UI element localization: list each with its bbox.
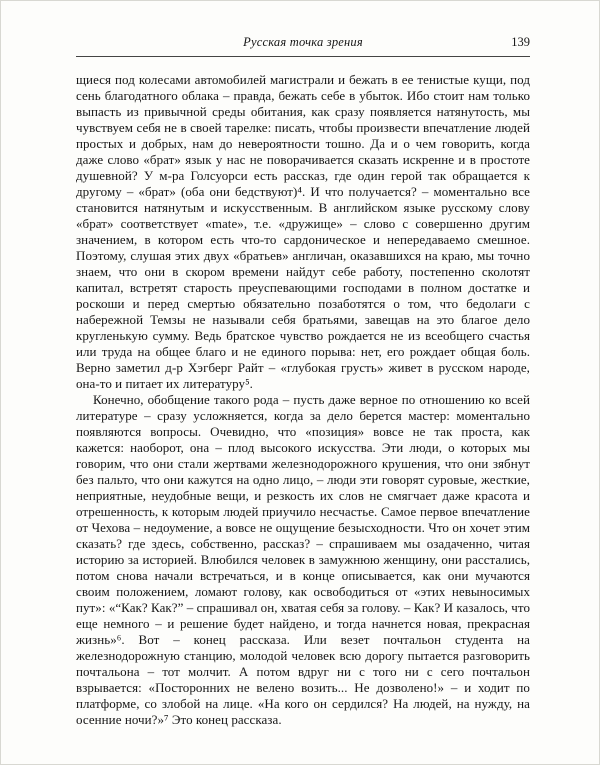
paragraph-2: Конечно, обобщение такого рода – пусть даже верное по отношению ко всей литературе – сразу усложняется, когда за дело берется мастер: моментально появляются вопросы. Очевидно, что «позиция» вовсе не так проста, как кажется: наоборот, она – плод высокого искусства. Эти люди, о которых мы говорим, что они стали жертвами железнодорожного крушения, что они зябнут без пальто, что они кажутся на одно лицо, – люди эти говорят суровые, жесткие, неприятные, неудобные вещи, и резкость их слов не смягчает даже красота и отрешенность, к которым людей приучило несчастье. Самое первое впечатление от Чехова – недоумение, а вовсе не ощущение безысходности. Что он хочет этим сказать? где здесь, собственно, рассказ? – спрашиваем мы озадаченно, читая историю за историей. Влюбился человек в замужнюю женщину, они расстались, потом снова начали встречаться, и в конце описывается, как они мучаются своим положением, ломают голову, как освободиться от «этих невыносимых пут»: «“Как? Как?” – спрашивал он, хватая себя за голову. – Как? И казалось, что еще немного – и решение будет найдено, и тогда начнется новая, прекрасная жизнь»⁶. Вот – конец рассказа. Или везет почтальон студента на железнодорожную станцию, молодой человек всю дорогу пытается разговорить почтальона – тот молчит. А потом вдруг ни с того ни с сего почтальон взрывается: «Посторонних не велено возить... Не дозволено!» – и ходит по платформе, со злобой на лице. «На кого он сердился? На людей, на нужду, на осенние ночи?»⁷ Это конец рассказа. (76, 392, 530, 727)
body-text (76, 72, 530, 728)
running-head-row (76, 34, 530, 51)
page-number: 139 (511, 35, 530, 49)
running-title: Русская точка зрения (243, 35, 363, 49)
header-rule (76, 56, 530, 57)
paragraph-1: щиеся под колесами автомобилей магистрали и бежать в ее тенистые кущи, под сень благодатного облака – правда, бежать себе в убыток. Ибо стоит нам только выпасть из привычной среды обитания, как сразу появляется натянутость, мы чувствуем себя не в своей тарелке: писать, чтобы произвести впечатление людей простых и добрых, нам до невероятности тошно. Да и о чем говорить, когда даже слово «брат» язык у нас не поворачивается сказать искренне и в простоте душевной? У м-ра Голсуорси есть рассказ, где один герой так обращается к другому – «брат» (оба они бедствуют)⁴. И что получается? – моментально все становится натянутым и искусственным. В английском языке русскому слову «брат» соответствует «mate», т.е. «дружище» – слово с совершенно другим значением, в котором есть что-то сардоническое и непередаваемо смешное. Поэтому, слушая этих двух «братьев» англичан, оказавшихся на краю, мы точно знаем, что они в скором времени найдут себе работу, постепенно сколотят капитал, встретят старость преуспевающими господами в полном достатке и роскоши и перед смертью обязательно позаботятся о том, что бедолаги с набережной Темзы не называли себя братьями, завещав на это благое дело кругленькую сумму. Ведь братское чувство рождается не из всеобщего счастья или труда на общее благо и не единого порыва: нет, его рождает общая боль. Верно заметил д-р Хэгберг Райт – «глубокая грусть» живет в русском народе, она-то и питает их литературу⁵. (76, 72, 530, 391)
page-header (76, 34, 530, 57)
